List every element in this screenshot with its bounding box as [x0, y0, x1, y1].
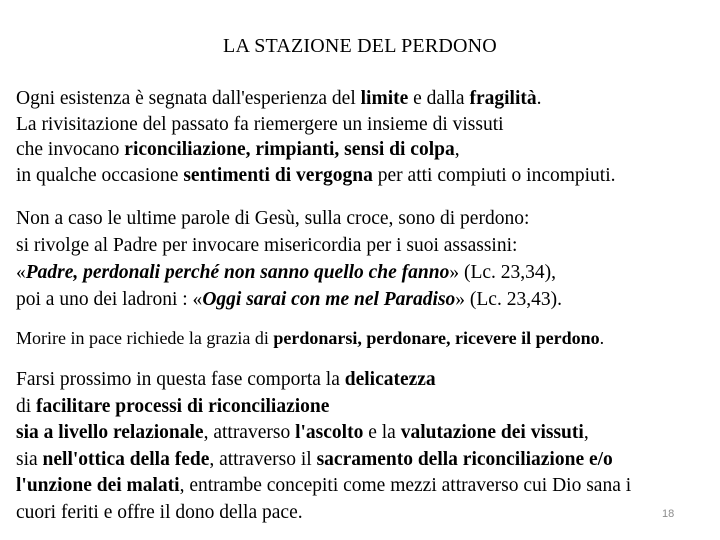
text-line: [16, 112, 712, 138]
text-run: ,: [454, 139, 460, 160]
text-line: [16, 500, 712, 527]
text-run: La rivisitazione del passato fa riemergere un insieme di vissuti: [16, 113, 504, 135]
text-line: [16, 137, 712, 163]
text-line: [16, 420, 712, 447]
paragraph-limits: [16, 86, 712, 188]
text-run: Non a caso le ultime parole di Gesù, sulla croce, sono di perdono:: [16, 208, 530, 229]
text-run: poi a uno dei ladroni : «: [16, 289, 203, 310]
bold-text: l'ascolto: [295, 422, 364, 443]
text-line: [16, 394, 712, 421]
bold-text: sacramento della riconciliazione e/o: [316, 448, 613, 470]
text-line: [16, 205, 712, 232]
text-run: , entrambe concepiti come mezzi attraverso cui Dio sana i: [179, 475, 632, 496]
text-line: [16, 325, 712, 351]
bold-text: perdonarsi, perdonare, ricevere il perdono: [273, 328, 600, 348]
bold-italic-quote: Padre, perdonali perché non sanno quello che fanno: [25, 262, 450, 283]
text-line: [16, 86, 712, 112]
text-run: sia: [16, 448, 43, 470]
text-run: , attraverso il: [209, 448, 317, 470]
text-run: di: [16, 395, 37, 417]
bold-text: valutazione dei vissuti: [400, 422, 584, 443]
text-line: [16, 232, 712, 259]
text-line: [16, 447, 712, 474]
text-run: » (Lc. 23,43).: [455, 289, 562, 310]
paragraph-closeness: [16, 367, 712, 526]
text-run: che invocano: [16, 139, 125, 160]
page-number: 18: [662, 508, 675, 520]
text-run: per atti compiuti o incompiuti.: [372, 164, 616, 186]
text-run: Farsi prossimo in questa fase comporta la: [16, 369, 345, 390]
text-line: [16, 367, 712, 394]
text-run: .: [536, 88, 542, 109]
paragraph-dying-in-peace: [16, 325, 712, 351]
bold-text: sia a livello relazionale: [16, 422, 204, 443]
bold-italic-quote: Oggi sarai con me nel Paradiso: [202, 289, 456, 310]
text-run: Morire in pace richiede la grazia di: [16, 328, 274, 348]
text-run: , attraverso: [203, 422, 296, 443]
text-run: in qualche occasione: [16, 164, 184, 186]
bold-text: l'unzione dei malati: [16, 475, 180, 496]
text-run: .: [599, 328, 605, 348]
text-run: e dalla: [408, 88, 470, 109]
text-run: si rivolge al Padre per invocare misericordia per i suoi assassini:: [16, 235, 518, 256]
text-run: Ogni esistenza è segnata dall'esperienza del: [16, 88, 361, 109]
bold-text: delicatezza: [344, 369, 436, 390]
bold-text: sentimenti di vergogna: [183, 164, 373, 186]
bold-text: facilitare processi di riconciliazione: [36, 395, 330, 417]
bold-text: riconciliazione, rimpianti, sensi di colpa: [124, 139, 455, 160]
text-line: [16, 259, 712, 286]
bold-text: nell'ottica della fede: [42, 448, 210, 470]
text-run: «: [16, 262, 26, 283]
slide-title: LA STAZIONE DEL PERDONO: [223, 35, 497, 57]
bold-text: fragilità: [469, 88, 537, 109]
text-run: e la: [363, 422, 401, 443]
paragraph-jesus-words: [16, 205, 712, 313]
text-run: ,: [583, 422, 589, 443]
bold-text: limite: [360, 88, 409, 109]
text-line: [16, 286, 712, 313]
text-line: [16, 163, 712, 189]
text-run: cuori feriti e offre il dono della pace.: [16, 501, 303, 523]
text-line: [16, 473, 712, 500]
text-run: » (Lc. 23,34),: [449, 262, 557, 283]
